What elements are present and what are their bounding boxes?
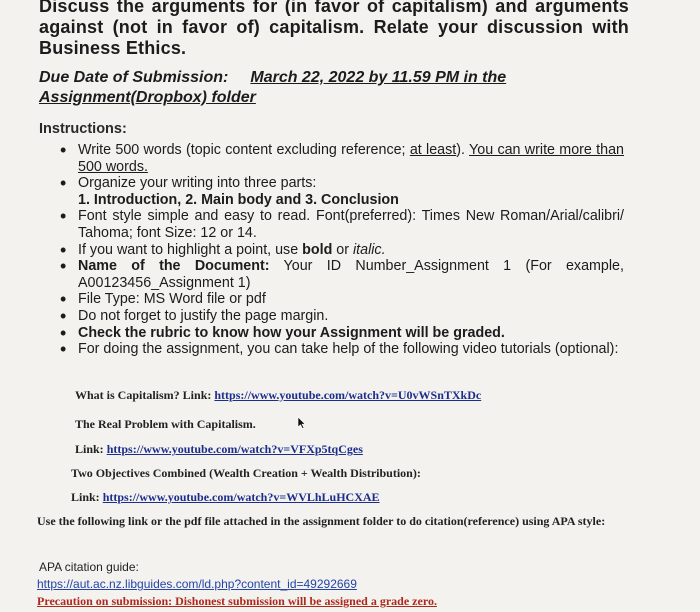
apa-guide-link[interactable]: https://aut.ac.nz.libguides.com/ld.php?content_id=49292669 — [37, 577, 357, 591]
video-2-link[interactable]: https://www.youtube.com/watch?v=VFXp5tqCges — [106, 442, 363, 456]
list-item — [58, 341, 624, 358]
due-date-label: Due Date of Submission: — [39, 69, 229, 86]
parts-list-text: 1. Introduction, 2. Main body and 3. Conclusion — [78, 191, 399, 208]
video-3-label: Link: — [71, 490, 103, 504]
or-word: or — [332, 241, 353, 258]
file-type-text: File Type: MS Word file or pdf — [78, 291, 266, 308]
font-style-text: Font style simple and easy to read. Font(preferred): Times New Roman/Arial/calibri/ Tahoma; font Size: 12 or 14. — [78, 208, 624, 241]
instructions-heading: Instructions: — [39, 121, 127, 137]
video-tutorials-text: For doing the assignment, you can take help of the following video tutorials (optional): — [78, 341, 619, 358]
video-2-title: The Real Problem with Capitalism. — [75, 417, 256, 431]
citation-instructions: Use the following link or the pdf file attached in the assignment folder to do citation(reference) using APA style: — [37, 514, 606, 528]
parts-text: Organize your writing into three parts: — [78, 175, 317, 192]
document-name-label: Name of the Document: — [78, 258, 270, 275]
list-item — [58, 291, 624, 308]
video-3 — [71, 490, 380, 505]
video-3-title: Two Objectives Combined (Wealth Creation + Wealth Distribution): — [71, 466, 421, 480]
justify-margin-text: Do not forget to justify the page margin. — [78, 307, 329, 324]
video-1-link[interactable]: https://www.youtube.com/watch?v=U0vWSnTXkDc — [214, 388, 482, 402]
apa-guide-heading: APA citation guide: — [39, 560, 139, 574]
assignment-title: Discuss the arguments for (in favor of capitalism) and arguments against (not in favor of) capitalism. Relate your discussion with Business Ethics. — [39, 0, 629, 58]
list-item — [58, 208, 624, 241]
due-date — [39, 68, 629, 108]
list-item — [58, 242, 624, 259]
video-2-label: Link: — [75, 442, 107, 456]
document-name-text: Your ID Number_Assignment 1 (For example, A00123456_Assignment 1) — [78, 258, 624, 291]
list-item — [58, 258, 624, 291]
italic-word: italic. — [352, 241, 386, 258]
list-item — [58, 142, 624, 175]
video-2 — [75, 442, 363, 457]
word-count-text: Write 500 words (topic content excluding reference; — [78, 142, 410, 158]
video-3-link[interactable]: https://www.youtube.com/watch?v=WVLhLuHCXAE — [102, 490, 380, 504]
at-least-text: at least — [409, 142, 457, 158]
video-1 — [75, 388, 481, 403]
list-item — [58, 175, 624, 208]
list-item — [58, 325, 624, 342]
bold-word: bold — [302, 241, 333, 258]
mouse-cursor-icon — [296, 417, 306, 429]
due-date-folder: Assignment(Dropbox) folder — [39, 89, 256, 106]
video-1-label: What is Capitalism? Link: — [75, 388, 215, 402]
separator-text: ). — [456, 142, 470, 158]
highlight-text: If you want to highlight a point, use — [78, 241, 303, 258]
due-date-value: March 22, 2022 by 11.59 PM in the — [250, 69, 507, 86]
more-words-text: You can write more than 500 words. — [78, 142, 624, 175]
instructions-list — [58, 142, 624, 358]
rubric-text: Check the rubric to know how your Assignment will be graded. — [78, 324, 505, 341]
list-item — [58, 308, 624, 325]
precaution-notice: Precaution on submission: Dishonest submission will be assigned a grade zero. — [37, 594, 437, 608]
